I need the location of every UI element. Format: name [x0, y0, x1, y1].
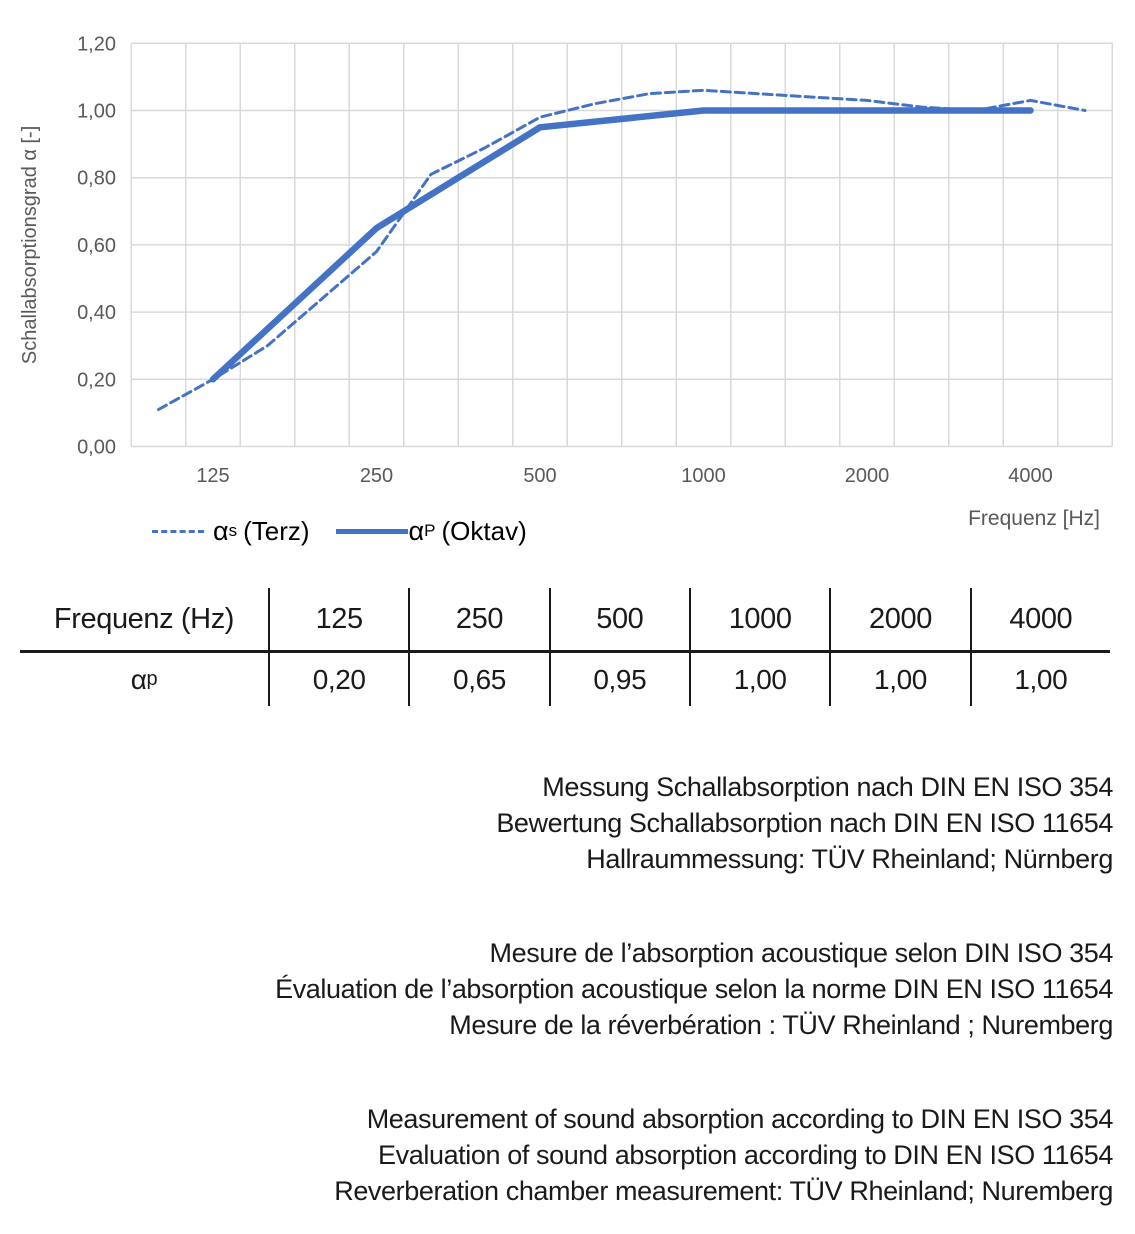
legend-subscript: P: [424, 521, 436, 540]
legend-label: (Oktav): [441, 515, 527, 546]
table-header-frequency: Frequenz (Hz): [20, 588, 268, 653]
note-line: Hallraummessung: TÜV Rheinland; Nürnberg: [586, 844, 1113, 874]
table-value-4000: 1,00: [970, 653, 1110, 706]
table-value-2000: 1,00: [829, 653, 969, 706]
note-block-english: [275, 1101, 1113, 1209]
table-header-1000: 1000: [689, 588, 829, 653]
note-line: Mesure de la réverbération : TÜV Rheinland ; Nuremberg: [449, 1010, 1113, 1040]
x-axis-tick-label: 500: [523, 465, 557, 487]
absorption-table: [20, 588, 1110, 706]
x-axis-title: Frequenz [Hz]: [968, 507, 1100, 530]
note-line: Evaluation of sound absorption according to DIN EN ISO 11654: [378, 1140, 1113, 1170]
y-axis-tick-label: 0,00: [77, 436, 116, 459]
table-row-label-alpha-p: [20, 653, 268, 706]
y-axis-tick-label: 0,60: [77, 234, 116, 257]
y-axis-tick-label: 0,20: [77, 369, 116, 392]
x-axis-tick-label: 250: [359, 465, 394, 487]
note-line: Measurement of sound absorption according to DIN EN ISO 354: [366, 1104, 1113, 1134]
x-axis-tick-label: 1000: [681, 465, 726, 487]
table-header-125: 125: [268, 588, 408, 653]
x-axis-tick-label: 125: [196, 465, 230, 487]
x-axis-tick-label: 2000: [844, 465, 890, 487]
alpha-symbol: α: [130, 663, 147, 695]
y-axis-tick-label: 0,40: [77, 302, 116, 325]
legend-label: (Terz): [243, 515, 310, 546]
note-line: Reverberation chamber measurement: TÜV Rheinland; Nuremberg: [334, 1176, 1113, 1206]
table-header-4000: 4000: [970, 588, 1110, 653]
table-header-500: 500: [549, 588, 689, 653]
note-line: Mesure de l’absorption acoustique selon DIN ISO 354: [489, 938, 1113, 968]
table-value-250: 0,65: [408, 653, 548, 706]
y-axis-tick-label: 1,00: [77, 100, 116, 123]
note-line: Bewertung Schallabsorption nach DIN EN ISO 11654: [496, 808, 1113, 838]
legend-symbol: α: [213, 515, 229, 546]
absorption-line-chart: [0, 0, 1135, 500]
note-block-german: [275, 769, 1113, 877]
table-header-250: 250: [408, 588, 548, 653]
note-block-french: [275, 935, 1113, 1043]
alpha-subscript: p: [146, 668, 158, 690]
dashed-line-swatch: [152, 530, 204, 533]
table-value-125: 0,20: [268, 653, 408, 706]
legend-item-alpha-s-terz: [152, 516, 310, 547]
measurement-notes: [275, 769, 1113, 1234]
note-line: Messung Schallabsorption nach DIN EN ISO 354: [542, 772, 1113, 802]
x-axis-tick-label: 4000: [1008, 465, 1053, 487]
chart-legend: [152, 514, 527, 548]
y-axis-title: Schallabsorptionsgrad α [-]: [19, 125, 41, 365]
y-axis-tick-label: 1,20: [77, 33, 116, 56]
legend-item-alpha-p-oktav: [336, 516, 527, 547]
y-axis-tick-label: 0,80: [77, 167, 116, 190]
legend-symbol: α: [408, 515, 425, 546]
note-line: Évaluation de l’absorption acoustique selon la norme DIN EN ISO 11654: [275, 974, 1113, 1004]
table-value-500: 0,95: [549, 653, 689, 706]
legend-subscript: s: [228, 521, 238, 540]
table-header-2000: 2000: [829, 588, 969, 653]
table-value-1000: 1,00: [689, 653, 829, 706]
solid-line-swatch: [336, 529, 408, 534]
